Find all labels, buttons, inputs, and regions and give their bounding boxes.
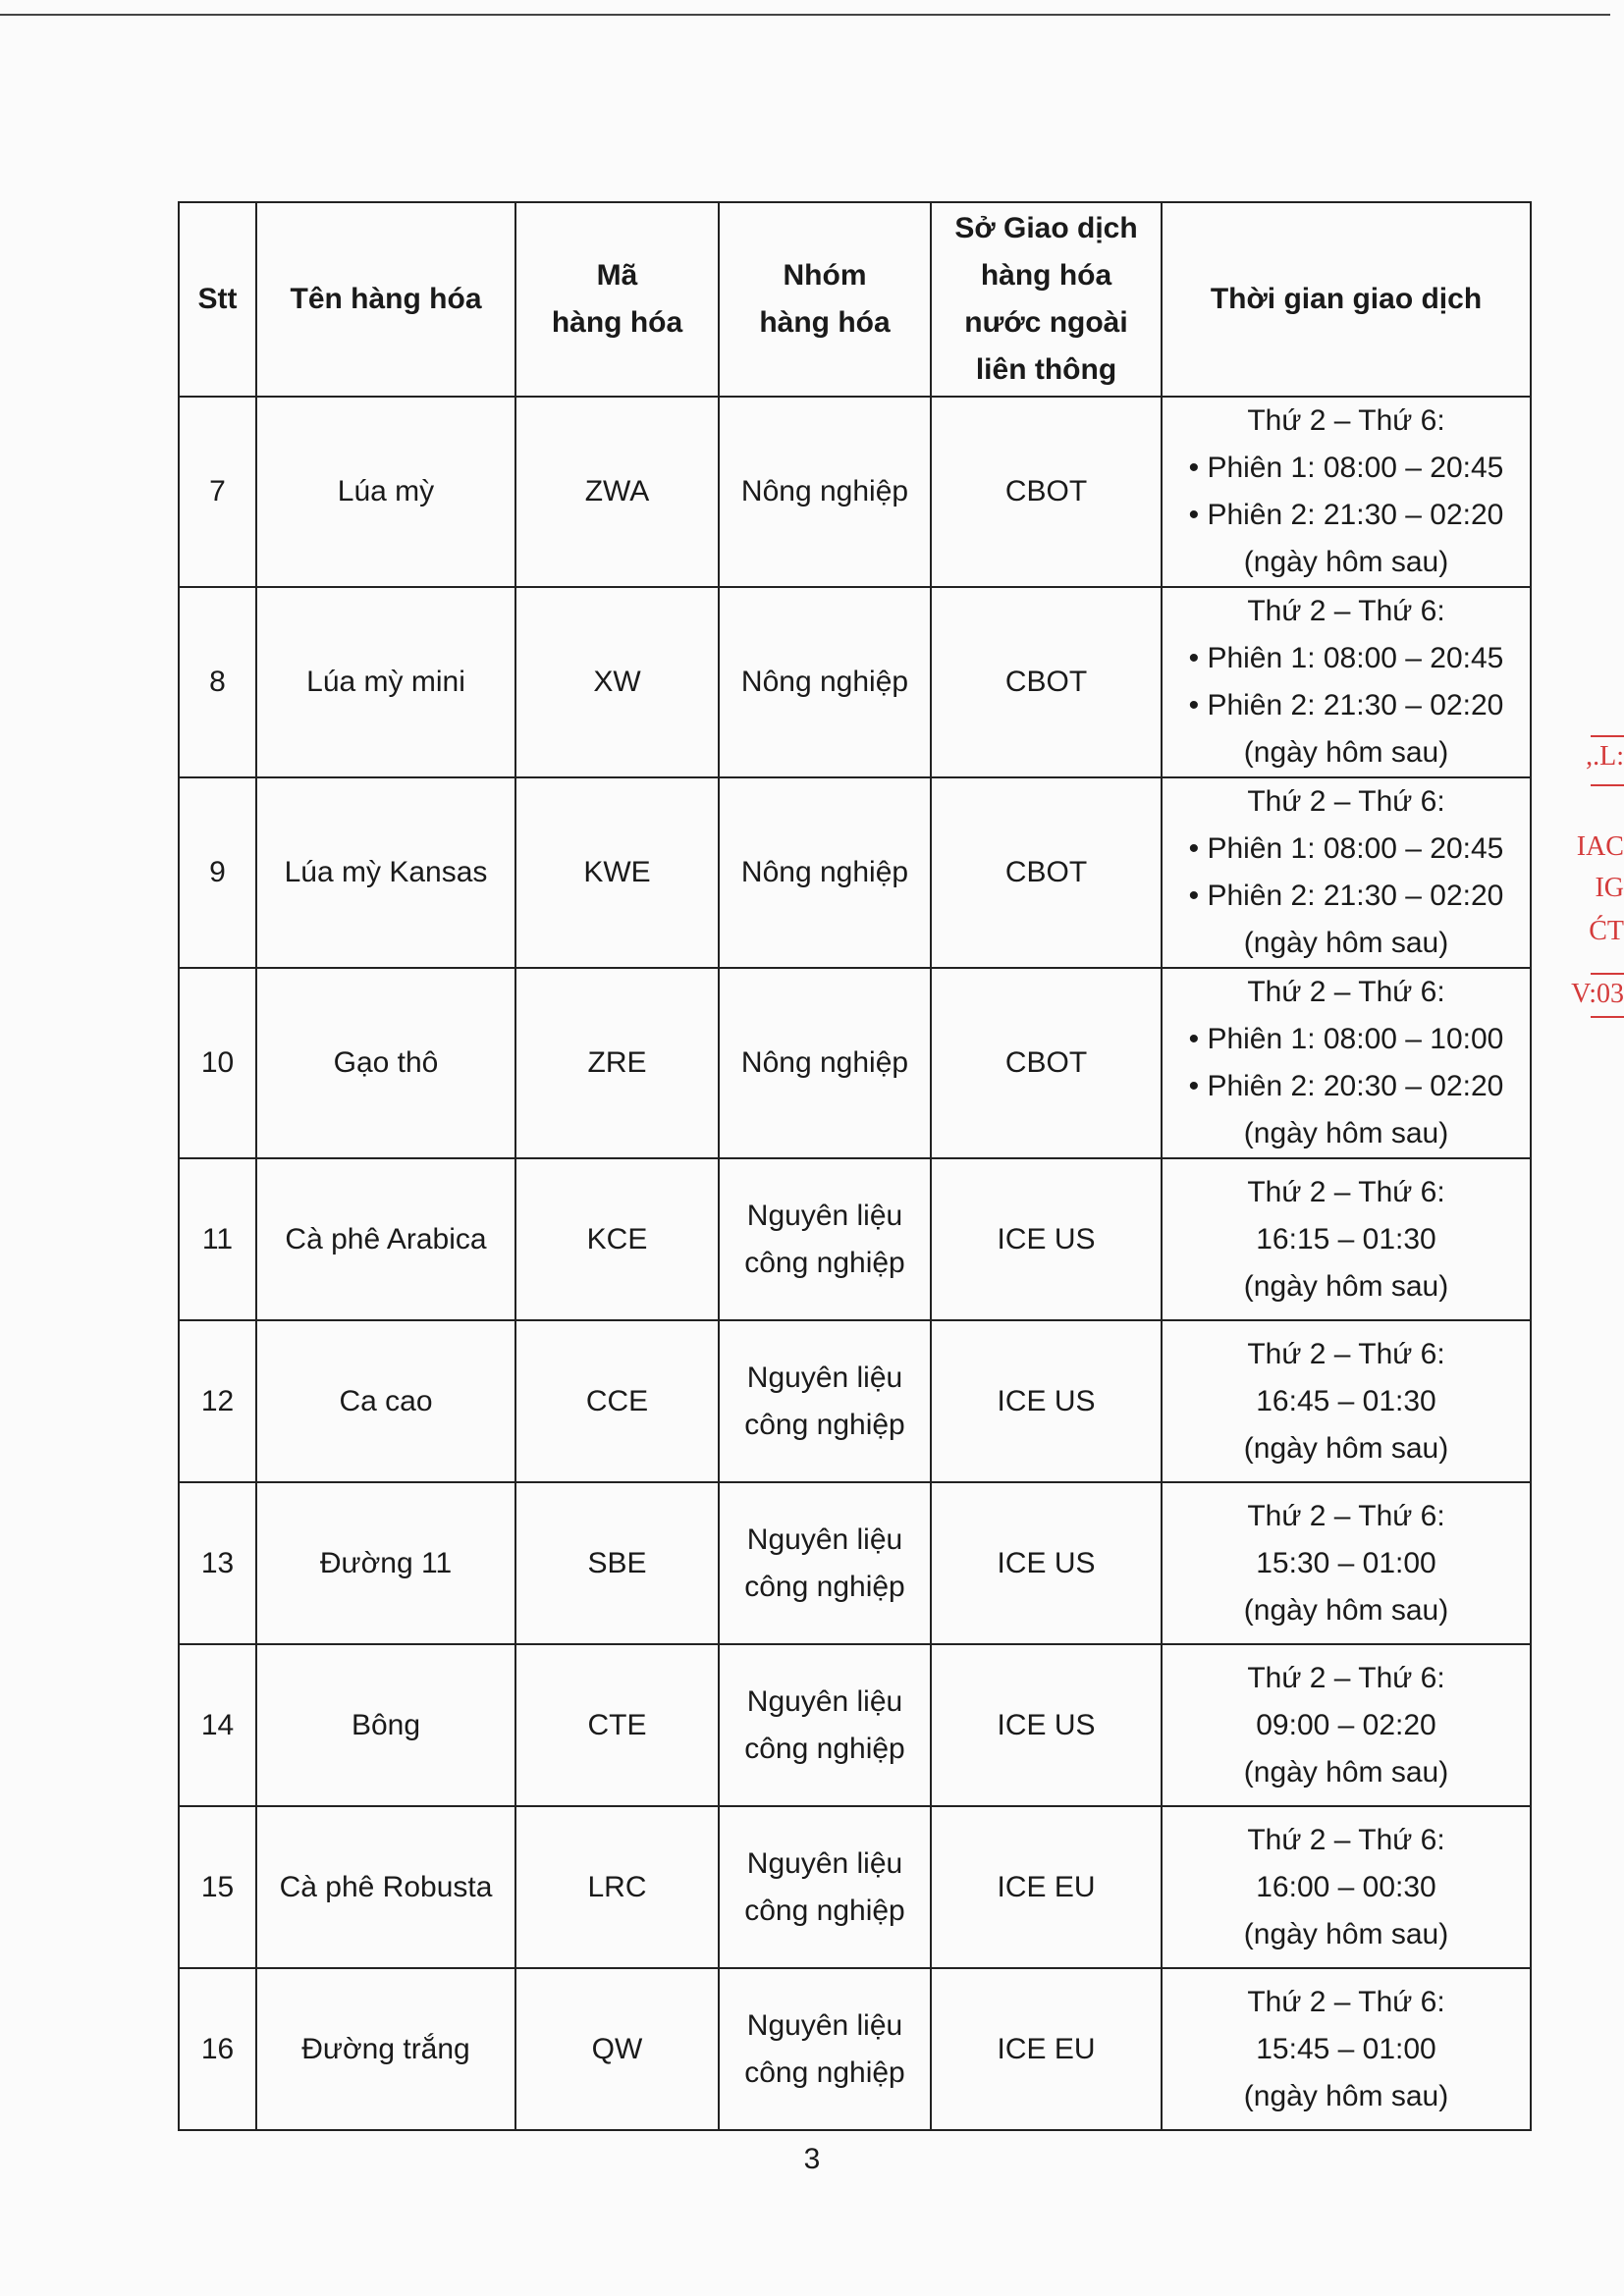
name-cell: Gạo thô (256, 968, 515, 1158)
time-cell (1162, 397, 1531, 587)
group-line: Nguyên liệu (746, 2008, 903, 2042)
code-cell: LRC (515, 1806, 719, 1968)
table-row (179, 397, 1531, 587)
code-cell: CTE (515, 1644, 719, 1806)
group-cell (719, 968, 931, 1158)
table-row (179, 1806, 1531, 1968)
time-line: (ngày hôm sau) (1243, 546, 1449, 578)
table-row (179, 587, 1531, 777)
header-exchange-line: Sở Giao dịch (954, 212, 1138, 244)
time-line: • Phiên 2: 20:30 – 02:20 (1188, 1070, 1504, 1102)
time-line: Thứ 2 – Thứ 6: (1247, 404, 1445, 437)
name-cell: Đường trắng (256, 1968, 515, 2130)
stt-cell: 16 (179, 1968, 256, 2130)
group-line: Nông nghiệp (740, 475, 909, 507)
time-line: Thứ 2 – Thứ 6: (1247, 1499, 1445, 1532)
stamp-text: V:03 (1571, 979, 1624, 1009)
code-cell: KWE (515, 777, 719, 968)
group-cell (719, 1968, 931, 2130)
group-cell (719, 1482, 931, 1644)
header-group-line: hàng hóa (759, 306, 891, 339)
time-line: Thứ 2 – Thứ 6: (1247, 785, 1445, 818)
header-exchange-line: hàng hóa (980, 259, 1112, 292)
time-line: (ngày hôm sau) (1243, 736, 1449, 769)
group-cell (719, 1158, 931, 1320)
time-line: Thứ 2 – Thứ 6: (1247, 1661, 1445, 1694)
exchange-cell: CBOT (931, 587, 1162, 777)
time-line: 16:45 – 01:30 (1256, 1384, 1436, 1417)
time-line: • Phiên 2: 21:30 – 02:20 (1188, 689, 1504, 721)
exchange-cell: CBOT (931, 397, 1162, 587)
time-line: (ngày hôm sau) (1243, 1917, 1449, 1950)
header-name: Tên hàng hóa (256, 202, 515, 397)
stamp-line (1591, 973, 1624, 975)
table-row (179, 1644, 1531, 1806)
stamp-text: IG (1595, 873, 1624, 903)
group-line: công nghiệp (744, 1246, 905, 1279)
name-cell: Lúa mỳ (256, 397, 515, 587)
code-cell: ZRE (515, 968, 719, 1158)
time-line: • Phiên 2: 21:30 – 02:20 (1188, 499, 1504, 531)
exchange-cell: ICE US (931, 1320, 1162, 1482)
stt-cell: 8 (179, 587, 256, 777)
page-number: 3 (803, 2143, 821, 2175)
group-cell (719, 397, 931, 587)
group-line: công nghiệp (744, 1732, 905, 1765)
table-header-row (179, 202, 1531, 397)
code-cell: KCE (515, 1158, 719, 1320)
stamp-text: ,.L: (1586, 741, 1624, 772)
table-body (179, 397, 1531, 2130)
time-line: (ngày hôm sau) (1243, 1269, 1449, 1303)
name-cell: Cà phê Robusta (256, 1806, 515, 1968)
group-line: Nguyên liệu (746, 1199, 903, 1232)
header-group (719, 202, 931, 397)
time-cell (1162, 1482, 1531, 1644)
exchange-cell: ICE US (931, 1644, 1162, 1806)
header-stt: Stt (179, 202, 256, 397)
stt-cell: 15 (179, 1806, 256, 1968)
stamp-line (1591, 735, 1624, 737)
header-exchange (931, 202, 1162, 397)
table-row (179, 968, 1531, 1158)
stamp-text: IAC (1576, 831, 1624, 862)
group-line: Nông nghiệp (740, 666, 909, 698)
table-row (179, 1482, 1531, 1644)
time-line: Thứ 2 – Thứ 6: (1247, 1985, 1445, 2018)
time-cell (1162, 1806, 1531, 1968)
header-group-line: Nhóm (783, 259, 867, 292)
stt-cell: 9 (179, 777, 256, 968)
stt-cell: 10 (179, 968, 256, 1158)
stt-cell: 7 (179, 397, 256, 587)
code-cell: ZWA (515, 397, 719, 587)
time-cell (1162, 1158, 1531, 1320)
time-line: (ngày hôm sau) (1243, 1593, 1449, 1627)
name-cell: Lúa mỳ mini (256, 587, 515, 777)
exchange-cell: CBOT (931, 968, 1162, 1158)
time-line: (ngày hôm sau) (1243, 1431, 1449, 1465)
group-line: công nghiệp (744, 1894, 905, 1927)
header-code-line: hàng hóa (551, 306, 683, 339)
time-line: Thứ 2 – Thứ 6: (1247, 595, 1445, 627)
group-line: Nguyên liệu (746, 1361, 903, 1394)
name-cell: Đường 11 (256, 1482, 515, 1644)
code-cell: SBE (515, 1482, 719, 1644)
time-line: Thứ 2 – Thứ 6: (1247, 1337, 1445, 1370)
header-exchange-line: nước ngoài (964, 306, 1128, 339)
time-cell (1162, 1968, 1531, 2130)
stt-cell: 14 (179, 1644, 256, 1806)
header-code-line: Mã (596, 259, 638, 292)
red-stamp-fragment (1571, 741, 1624, 1009)
exchange-cell: ICE EU (931, 1806, 1162, 1968)
table-row (179, 1158, 1531, 1320)
time-line: • Phiên 1: 08:00 – 20:45 (1188, 832, 1504, 865)
code-cell: CCE (515, 1320, 719, 1482)
group-cell (719, 1806, 931, 1968)
group-line: Nông nghiệp (740, 856, 909, 888)
group-line: Nguyên liệu (746, 1684, 903, 1718)
group-line: công nghiệp (744, 1570, 905, 1603)
time-cell (1162, 587, 1531, 777)
name-cell: Cà phê Arabica (256, 1158, 515, 1320)
top-rule (0, 14, 1610, 16)
header-exchange-line: liên thông (975, 353, 1117, 386)
exchange-cell: CBOT (931, 777, 1162, 968)
table-row (179, 777, 1531, 968)
name-cell: Ca cao (256, 1320, 515, 1482)
time-line: (ngày hôm sau) (1243, 1755, 1449, 1789)
time-line: • Phiên 2: 21:30 – 02:20 (1188, 880, 1504, 912)
group-line: Nguyên liệu (746, 1846, 903, 1880)
time-line: 16:00 – 00:30 (1256, 1870, 1436, 1903)
stt-cell: 13 (179, 1482, 256, 1644)
trading-hours-table (178, 201, 1532, 2131)
exchange-cell: ICE US (931, 1158, 1162, 1320)
group-cell (719, 587, 931, 777)
group-cell (719, 777, 931, 968)
time-line: 16:15 – 01:30 (1256, 1222, 1436, 1255)
time-cell (1162, 1644, 1531, 1806)
group-cell (719, 1320, 931, 1482)
time-line: Thứ 2 – Thứ 6: (1247, 1175, 1445, 1208)
group-line: Nông nghiệp (740, 1046, 909, 1079)
time-line: (ngày hôm sau) (1243, 1117, 1449, 1149)
table-row (179, 1968, 1531, 2130)
stamp-text: ĆT (1589, 916, 1624, 946)
time-cell (1162, 968, 1531, 1158)
stamp-line (1591, 784, 1624, 786)
time-line: (ngày hôm sau) (1243, 2079, 1449, 2112)
time-line: • Phiên 1: 08:00 – 10:00 (1188, 1023, 1504, 1055)
code-cell: XW (515, 587, 719, 777)
stamp-line (1591, 1016, 1624, 1018)
time-line: 09:00 – 02:20 (1256, 1708, 1436, 1741)
group-line: công nghiệp (744, 1408, 905, 1441)
time-line: 15:45 – 01:00 (1256, 2032, 1436, 2065)
table-row (179, 1320, 1531, 1482)
stt-cell: 11 (179, 1158, 256, 1320)
exchange-cell: ICE US (931, 1482, 1162, 1644)
code-cell: QW (515, 1968, 719, 2130)
time-cell (1162, 1320, 1531, 1482)
time-line: (ngày hôm sau) (1243, 927, 1449, 959)
header-time: Thời gian giao dịch (1162, 202, 1531, 397)
time-line: • Phiên 1: 08:00 – 20:45 (1188, 642, 1504, 674)
time-line: 15:30 – 01:00 (1256, 1546, 1436, 1579)
time-cell (1162, 777, 1531, 968)
group-line: Nguyên liệu (746, 1522, 903, 1556)
name-cell: Bông (256, 1644, 515, 1806)
header-code (515, 202, 719, 397)
stt-cell: 12 (179, 1320, 256, 1482)
time-line: • Phiên 1: 08:00 – 20:45 (1188, 452, 1504, 484)
name-cell: Lúa mỳ Kansas (256, 777, 515, 968)
time-line: Thứ 2 – Thứ 6: (1247, 1823, 1445, 1856)
group-line: công nghiệp (744, 2056, 905, 2089)
time-line: Thứ 2 – Thứ 6: (1247, 976, 1445, 1008)
exchange-cell: ICE EU (931, 1968, 1162, 2130)
group-cell (719, 1644, 931, 1806)
